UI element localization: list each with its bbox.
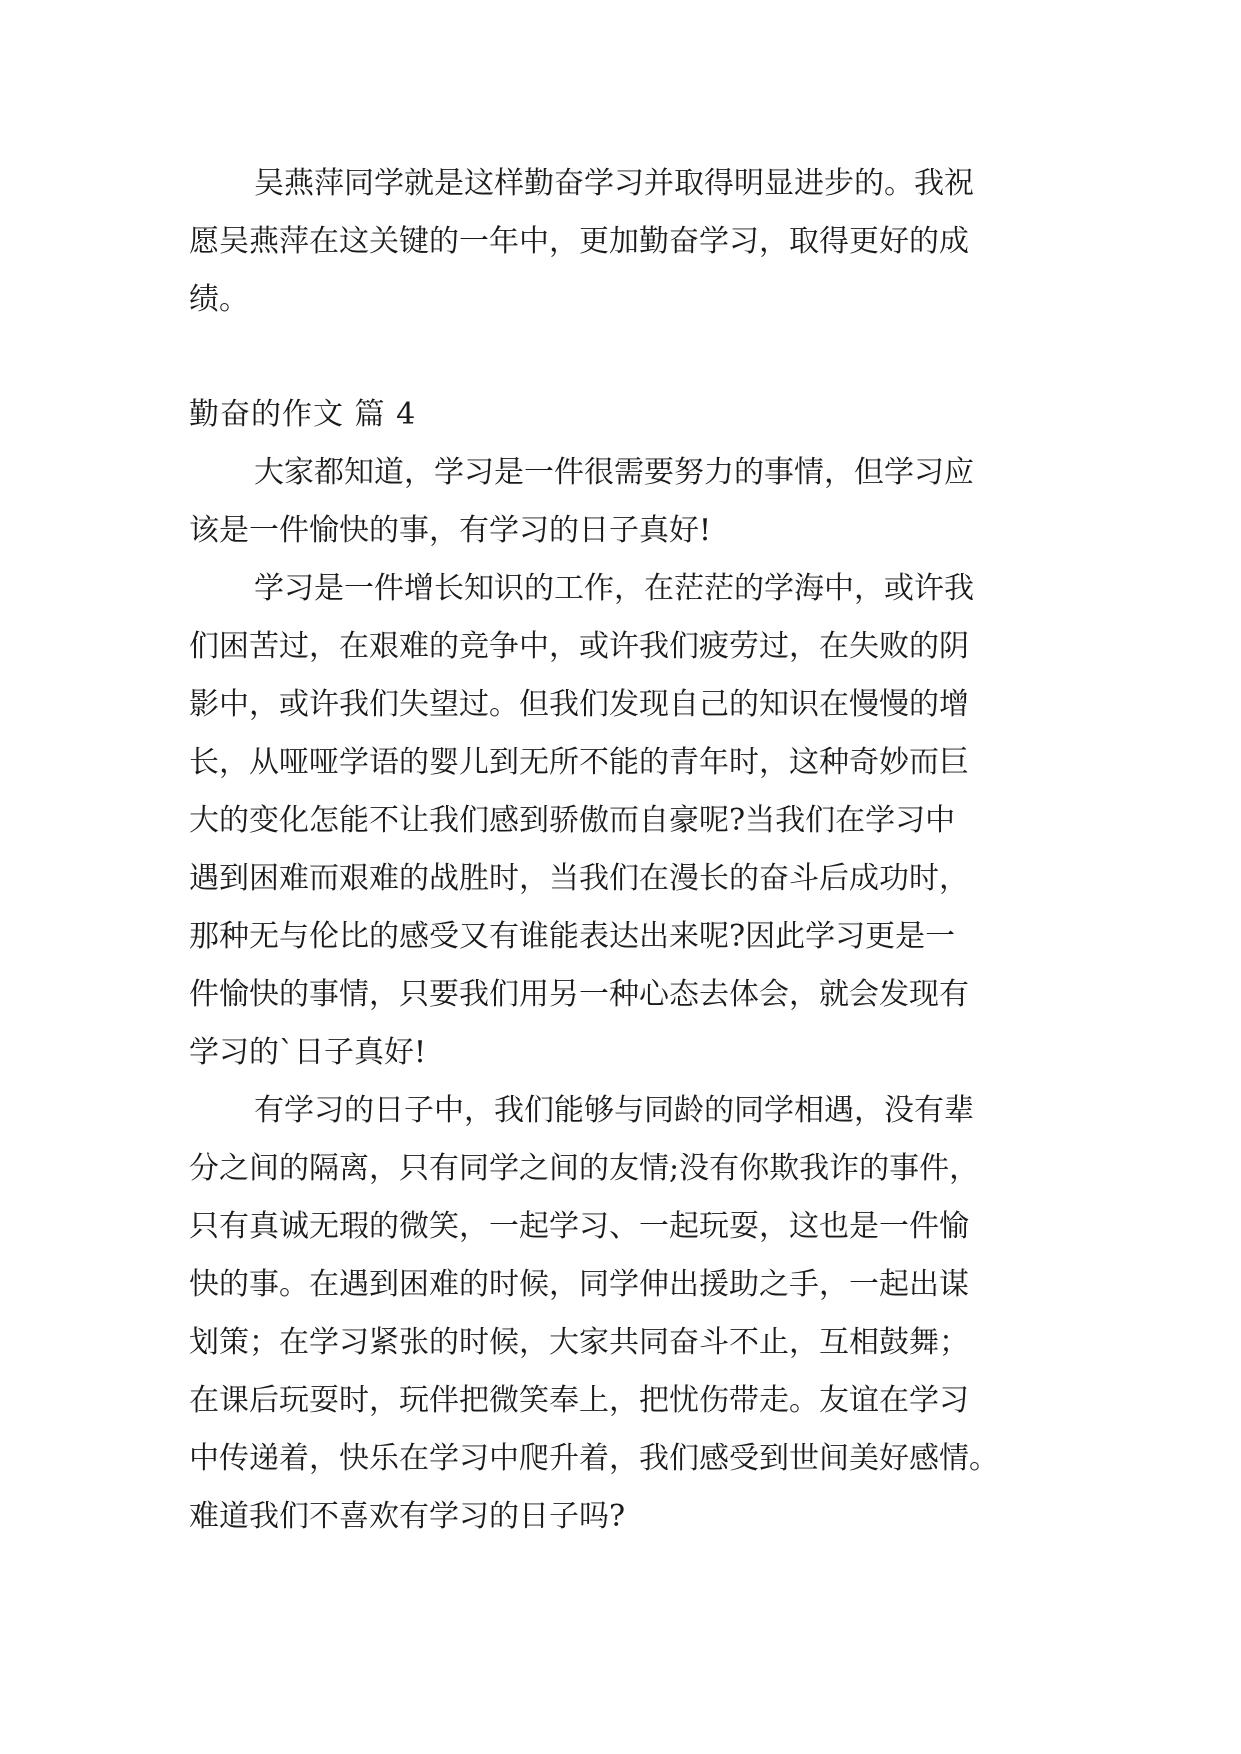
text-line: 影中，或许我们失望过。但我们发现自己的知识在慢慢的增 xyxy=(189,687,969,722)
text-line: 难道我们不喜欢有学习的日子吗? xyxy=(189,1499,626,1534)
text-line: 大家都知道，学习是一件很需要努力的事情，但学习应 xyxy=(254,455,974,490)
text-line: 该是一件愉快的事，有学习的日子真好! xyxy=(189,513,712,548)
text-line: 吴燕萍同学就是这样勤奋学习并取得明显进步的。我祝 xyxy=(254,166,974,201)
text-line: 愿吴燕萍在这关键的一年中，更加勤奋学习，取得更好的成 xyxy=(189,224,969,259)
text-line: 在课后玩耍时，玩伴把微笑奉上，把忧伤带走。友谊在学习 xyxy=(189,1383,969,1418)
text-line: 长，从哑哑学语的婴儿到无所不能的青年时，这种奇妙而巨 xyxy=(189,745,969,780)
text-line: 学习的`日子真好! xyxy=(189,1035,427,1070)
text-line: 大的变化怎能不让我们感到骄傲而自豪呢?当我们在学习中 xyxy=(189,803,956,838)
text-line: 中传递着，快乐在学习中爬升着，我们感受到世间美好感情。 xyxy=(189,1441,999,1476)
text-line: 分之间的隔离，只有同学之间的友情;没有你欺我诈的事件， xyxy=(189,1151,980,1186)
text-line: 划策；在学习紧张的时候，大家共同奋斗不止，互相鼓舞； xyxy=(189,1325,969,1360)
text-line: 件愉快的事情，只要我们用另一种心态去体会，就会发现有 xyxy=(189,977,969,1012)
section-heading: 勤奋的作文 篇 4 xyxy=(189,397,417,432)
text-line: 们困苦过，在艰难的竞争中，或许我们疲劳过，在失败的阴 xyxy=(189,629,969,664)
text-line: 那种无与伦比的感受又有谁能表达出来呢?因此学习更是一 xyxy=(189,919,956,954)
text-line: 快的事。在遇到困难的时候，同学伸出援助之手，一起出谋 xyxy=(189,1267,969,1302)
text-line: 有学习的日子中，我们能够与同龄的同学相遇，没有辈 xyxy=(254,1093,974,1128)
text-line: 只有真诚无瑕的微笑，一起学习、一起玩耍，这也是一件愉 xyxy=(189,1209,969,1244)
text-line: 学习是一件增长知识的工作，在茫茫的学海中，或许我 xyxy=(254,571,974,606)
text-line: 绩。 xyxy=(189,282,249,317)
text-line: 遇到困难而艰难的战胜时，当我们在漫长的奋斗后成功时， xyxy=(189,861,969,896)
